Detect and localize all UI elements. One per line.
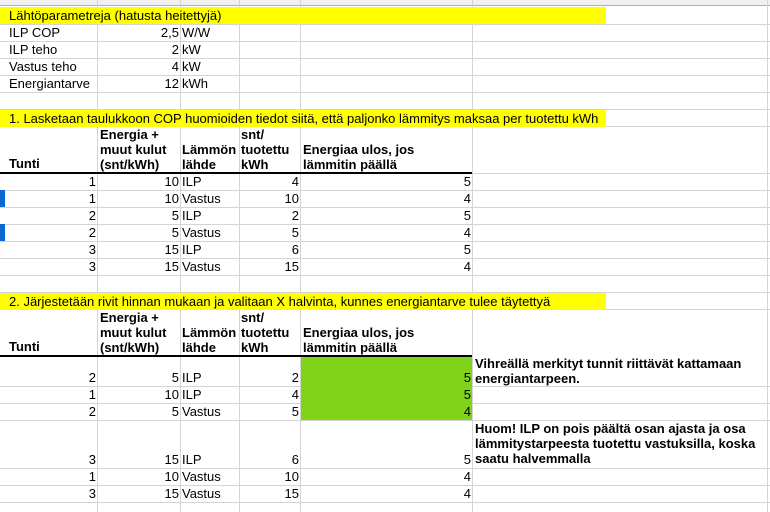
section0-title[interactable]: Lähtöparametreja (hatusta heitettyjä) bbox=[9, 8, 222, 23]
param-value[interactable]: 2 bbox=[171, 42, 179, 57]
table-cell-tunti[interactable]: 3 bbox=[88, 242, 96, 257]
section2-title[interactable]: 2. Järjestetään rivit hinnan mukaan ja valitaan X halvinta, kunnes energiantarve tulee täytettyä bbox=[9, 294, 551, 309]
table-cell-snt[interactable]: 6 bbox=[291, 452, 299, 467]
table-cell-out[interactable]: 5 bbox=[463, 208, 471, 223]
table-cell-source[interactable]: ILP bbox=[182, 242, 202, 257]
table-cell-source[interactable]: ILP bbox=[182, 174, 202, 189]
table-cell-tunti[interactable]: 3 bbox=[88, 486, 96, 501]
table-cell-cost[interactable]: 15 bbox=[164, 259, 179, 274]
header-cost-line2: muut kulut bbox=[100, 142, 167, 157]
header-cost-line3[interactable]: (snt/kWh) bbox=[100, 340, 160, 355]
param-label[interactable]: ILP COP bbox=[9, 25, 61, 40]
param-value[interactable]: 2,5 bbox=[160, 25, 179, 40]
table-cell-snt[interactable]: 15 bbox=[284, 259, 299, 274]
table-cell-tunti[interactable]: 2 bbox=[88, 208, 96, 223]
table-cell-snt[interactable]: 10 bbox=[284, 469, 299, 484]
param-value[interactable]: 12 bbox=[164, 76, 179, 91]
section1-title[interactable]: 1. Lasketaan taulukkoon COP huomioiden tiedot siitä, että paljonko lämmitys maksaa per tuotettu kWh bbox=[9, 111, 599, 126]
table-cell-tunti[interactable]: 1 bbox=[88, 469, 96, 484]
header-tunti[interactable]: Tunti bbox=[9, 156, 40, 171]
table-cell-snt[interactable]: 10 bbox=[284, 191, 299, 206]
table-cell-cost[interactable]: 5 bbox=[171, 370, 179, 385]
column-header-strip[interactable] bbox=[0, 0, 770, 6]
table-cell-tunti[interactable]: 2 bbox=[88, 370, 96, 385]
header-tunti[interactable]: Tunti bbox=[9, 339, 40, 354]
table-cell-cost[interactable]: 15 bbox=[164, 242, 179, 257]
table-cell-snt[interactable]: 15 bbox=[284, 486, 299, 501]
table-cell-out[interactable]: 5 bbox=[463, 242, 471, 257]
table-cell-source[interactable]: ILP bbox=[182, 370, 202, 385]
note-ilp-off[interactable]: Huom! ILP on pois päältä osan ajasta ja osa lämmitystarpeesta tuotettu vastuksilla, koska saatu halvemmalla bbox=[475, 421, 756, 466]
param-unit[interactable]: W/W bbox=[182, 25, 211, 40]
note-green-rows[interactable]: Vihreällä merkityt tunnit riittävät kattamaan energiantarpeen. bbox=[475, 356, 742, 386]
table-cell-tunti[interactable]: 1 bbox=[88, 174, 96, 189]
table-cell-snt[interactable]: 5 bbox=[291, 404, 299, 419]
table-cell-tunti[interactable]: 2 bbox=[88, 225, 96, 240]
table-cell-source[interactable]: Vastus bbox=[182, 259, 221, 274]
table-cell-out[interactable]: 5 bbox=[463, 452, 471, 467]
header-out-line2[interactable]: lämmitin päällä bbox=[303, 340, 397, 355]
header-source-line1: Lämmön bbox=[182, 142, 237, 157]
table-cell-tunti[interactable]: 3 bbox=[88, 259, 96, 274]
table-cell-tunti[interactable]: 1 bbox=[88, 191, 96, 206]
table-cell-snt[interactable]: 5 bbox=[291, 225, 299, 240]
table-cell-cost[interactable]: 5 bbox=[171, 404, 179, 419]
param-label[interactable]: Energiantarve bbox=[9, 76, 90, 91]
table-cell-out[interactable]: 5 bbox=[463, 370, 471, 385]
table-cell-source[interactable]: Vastus bbox=[182, 225, 221, 240]
table-cell-out[interactable]: 5 bbox=[463, 174, 471, 189]
header-cost-line3[interactable]: (snt/kWh) bbox=[100, 157, 160, 172]
table-cell-source[interactable]: Vastus bbox=[182, 469, 221, 484]
header-out-line1: Energiaa ulos, jos bbox=[303, 325, 415, 340]
table-cell-source[interactable]: Vastus bbox=[182, 191, 221, 206]
param-unit[interactable]: kW bbox=[182, 42, 201, 57]
table-cell-source[interactable]: ILP bbox=[182, 208, 202, 223]
param-label[interactable]: ILP teho bbox=[9, 42, 58, 57]
table-cell-cost[interactable]: 15 bbox=[164, 486, 179, 501]
header-source-line1: Lämmön bbox=[182, 325, 237, 340]
table-cell-out[interactable]: 4 bbox=[463, 225, 471, 240]
table-cell-cost[interactable]: 10 bbox=[164, 191, 179, 206]
param-value[interactable]: 4 bbox=[171, 59, 179, 74]
table-cell-cost[interactable]: 10 bbox=[164, 387, 179, 402]
header-snt-line3[interactable]: kWh bbox=[241, 340, 269, 355]
table-cell-out[interactable]: 4 bbox=[463, 469, 471, 484]
table-cell-snt[interactable]: 4 bbox=[291, 387, 299, 402]
table-cell-source[interactable]: Vastus bbox=[182, 404, 221, 419]
table-cell-out[interactable]: 4 bbox=[463, 191, 471, 206]
table-cell-out[interactable]: 5 bbox=[463, 387, 471, 402]
table-cell-cost[interactable]: 5 bbox=[171, 208, 179, 223]
header-source-line2[interactable]: lähde bbox=[182, 157, 216, 172]
param-unit[interactable]: kWh bbox=[182, 76, 208, 91]
table-cell-out[interactable]: 4 bbox=[463, 259, 471, 274]
table-cell-snt[interactable]: 2 bbox=[291, 370, 299, 385]
header-out-line2[interactable]: lämmitin päällä bbox=[303, 157, 397, 172]
table-cell-out[interactable]: 4 bbox=[463, 404, 471, 419]
table-cell-cost[interactable]: 10 bbox=[164, 174, 179, 189]
table-cell-cost[interactable]: 15 bbox=[164, 452, 179, 467]
table-cell-source[interactable]: ILP bbox=[182, 452, 202, 467]
table-cell-cost[interactable]: 5 bbox=[171, 225, 179, 240]
header-snt-line1: snt/ bbox=[241, 127, 265, 142]
table-cell-source[interactable]: Vastus bbox=[182, 486, 221, 501]
table-cell-source[interactable]: ILP bbox=[182, 387, 202, 402]
header-snt-line2: tuotettu bbox=[241, 325, 290, 340]
table-cell-snt[interactable]: 6 bbox=[291, 242, 299, 257]
table-cell-cost[interactable]: 10 bbox=[164, 469, 179, 484]
table-cell-tunti[interactable]: 2 bbox=[88, 404, 96, 419]
header-snt-line3[interactable]: kWh bbox=[241, 157, 269, 172]
param-unit[interactable]: kW bbox=[182, 59, 201, 74]
header-snt-line1: snt/ bbox=[241, 310, 265, 325]
header-out-line1: Energiaa ulos, jos bbox=[303, 142, 415, 157]
table-cell-tunti[interactable]: 3 bbox=[88, 452, 96, 467]
header-source-line2[interactable]: lähde bbox=[182, 340, 216, 355]
table-cell-tunti[interactable]: 1 bbox=[88, 387, 96, 402]
param-label[interactable]: Vastus teho bbox=[9, 59, 77, 74]
table-cell-snt[interactable]: 2 bbox=[291, 208, 299, 223]
table-cell-snt[interactable]: 4 bbox=[291, 174, 299, 189]
header-cost-line1: Energia + bbox=[100, 310, 159, 325]
table-cell-out[interactable]: 4 bbox=[463, 486, 471, 501]
header-snt-line2: tuotettu bbox=[241, 142, 290, 157]
header-cost-line1: Energia + bbox=[100, 127, 159, 142]
header-cost-line2: muut kulut bbox=[100, 325, 167, 340]
